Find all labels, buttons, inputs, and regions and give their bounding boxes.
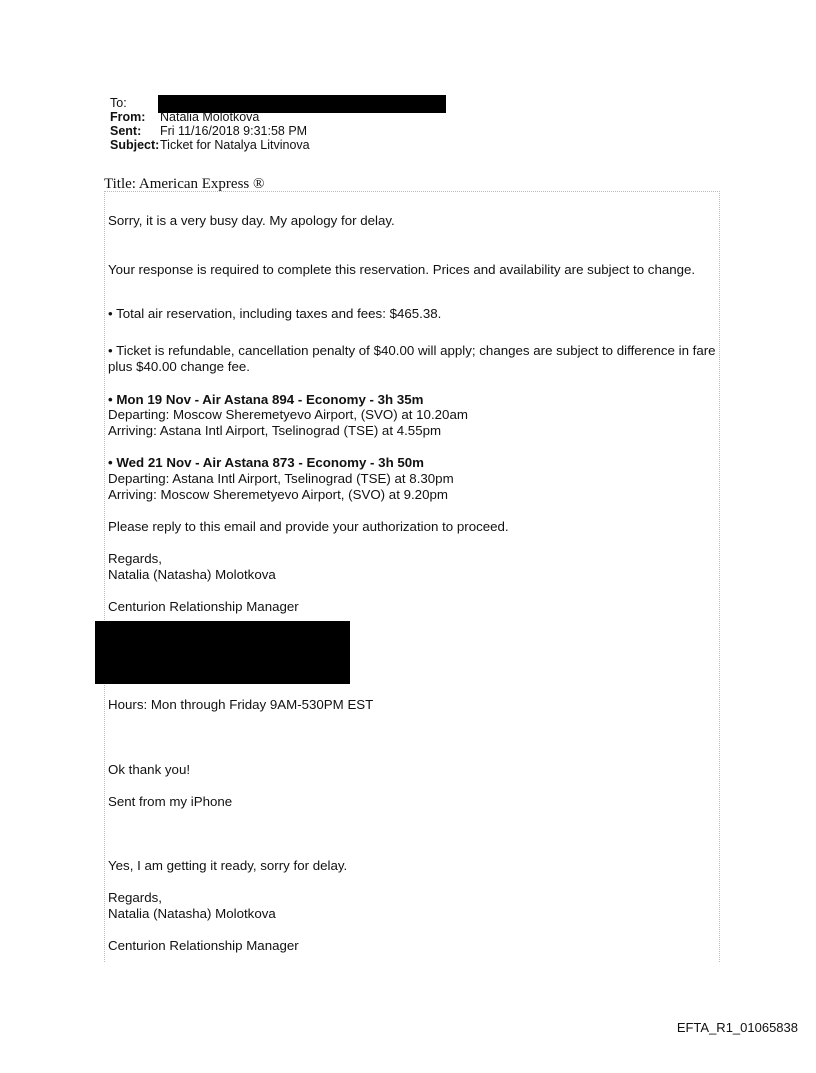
- reply: Yes, I am getting it ready, sorry for delay.: [108, 858, 348, 873]
- paragraph: • Total air reservation, including taxes and fees: $465.38.: [108, 306, 442, 321]
- subject-label: Subject:: [110, 138, 160, 152]
- sent-value: Fri 11/16/2018 9:31:58 PM: [160, 124, 308, 138]
- email-title: Title: American Express ®: [104, 176, 265, 192]
- to-label: To:: [110, 96, 127, 110]
- sent-label: Sent:: [110, 124, 142, 138]
- paragraph: Please reply to this email and provide your authorization to proceed.: [108, 519, 509, 534]
- paragraph: • Ticket is refundable, cancellation penalty of $40.00 will apply; changes are subject to difference in fare plus $40.00 change fee.: [108, 343, 716, 374]
- flight-2-arriving: Arriving: Moscow Sheremetyevo Airport, (SVO) at 9.20pm: [108, 487, 448, 502]
- reply: Ok thank you!: [108, 762, 191, 777]
- flight-1-arriving: Arriving: Astana Intl Airport, Tselinograd (TSE) at 4.55pm: [108, 423, 442, 438]
- from-value: Natalia Molotkova: [160, 110, 260, 124]
- regards: Regards,: [108, 551, 162, 566]
- paragraph: Your response is required to complete this reservation. Prices and availability are subject to change.: [108, 262, 696, 277]
- signature-name: Natalia (Natasha) Molotkova: [108, 567, 276, 582]
- regards: Regards,: [108, 890, 162, 905]
- signature-role: Centurion Relationship Manager: [108, 938, 299, 953]
- signature-role: Centurion Relationship Manager: [108, 599, 299, 614]
- flight-2-title: • Wed 21 Nov - Air Astana 873 - Economy - 3h 50m: [108, 455, 424, 470]
- subject-value: Ticket for Natalya Litvinova: [160, 138, 310, 152]
- reply-signature: Sent from my iPhone: [108, 794, 233, 809]
- flight-1-departing: Departing: Moscow Sheremetyevo Airport, (SVO) at 10.20am: [108, 407, 468, 422]
- paragraph: Sorry, it is a very busy day. My apology for delay.: [108, 213, 395, 228]
- flight-1-title: • Mon 19 Nov - Air Astana 894 - Economy - 3h 35m: [108, 392, 424, 407]
- hours: Hours: Mon through Friday 9AM-530PM EST: [108, 697, 374, 712]
- from-label: From:: [110, 110, 146, 124]
- redaction-contact: [95, 621, 350, 684]
- signature-name: Natalia (Natasha) Molotkova: [108, 906, 276, 921]
- flight-2-departing: Departing: Astana Intl Airport, Tselinograd (TSE) at 8.30pm: [108, 471, 454, 486]
- bates-number: EFTA_R1_01065838: [676, 1020, 798, 1035]
